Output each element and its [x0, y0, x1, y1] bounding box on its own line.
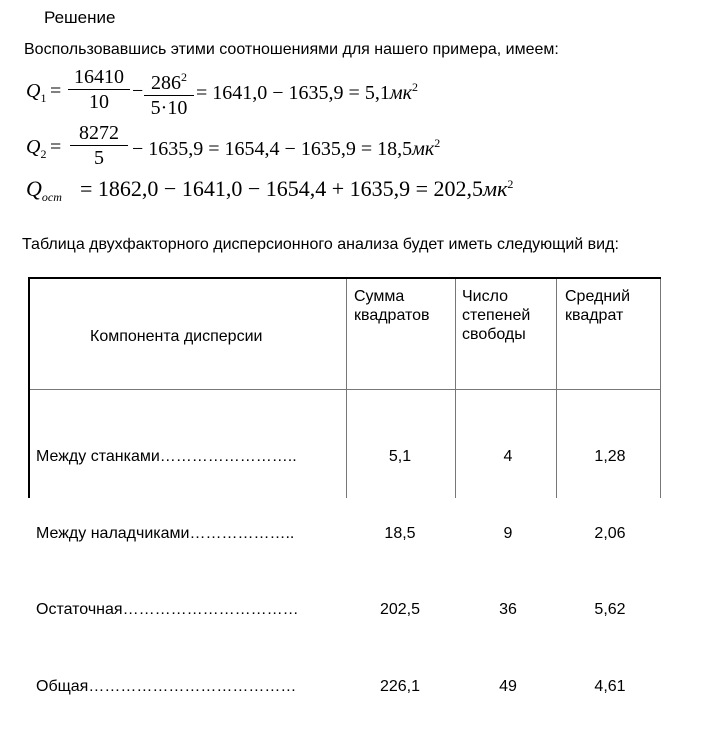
intro-text: Воспользовавшись этими соотношениями для нашего примера, имеем: — [24, 41, 559, 58]
table-row-label: Общая………………………………… — [36, 677, 297, 695]
eq1-fraction-2: $286^2$ 5·10 — [144, 66, 194, 119]
eq2-rhs: − $1635,9 = 1654,4 - 1635,9 = 18,5мк^2$ — [132, 136, 441, 160]
dof-column — [458, 393, 558, 750]
eq1-rhs: = $1641,0 - 1635,9 = 5,1мк^2$ — [196, 80, 418, 104]
table-cell: 4 — [503, 448, 513, 465]
header-sum-squares: Сумма квадратов — [354, 288, 430, 324]
table-cell: 5,62 — [594, 601, 626, 618]
table-cell: 5,1 — [388, 448, 412, 465]
table-row-label: Остаточная…………………………… — [36, 601, 299, 618]
table-cell: 226,1 — [379, 677, 421, 695]
table-cell: 202,5 — [379, 601, 421, 618]
eq2-equals: = — [50, 136, 62, 158]
table-cell: 4,61 — [594, 677, 626, 695]
eq3-lhs: $Q_{ост}$ — [26, 176, 62, 204]
row-labels-column — [36, 393, 299, 750]
header-component: Компонента дисперсии — [90, 328, 263, 345]
table-intro-text: Таблица двухфакторного дисперсионного анализа будет иметь следующий вид: — [22, 236, 619, 253]
mean-square-column — [560, 393, 660, 750]
header-degrees-freedom: Число степеней свободы — [462, 288, 531, 343]
table-cell: 9 — [503, 524, 513, 542]
table-divider — [30, 389, 661, 390]
sum-squares-column — [350, 393, 450, 750]
anova-table — [28, 277, 661, 695]
eq1-lhs: $Q_1$ — [26, 80, 47, 105]
eq2-lhs: $Q_2$ — [26, 136, 47, 161]
table-row-label: Между наладчиками……………….. — [36, 524, 295, 542]
table-cell: 49 — [499, 677, 517, 695]
eq1-equals: = — [50, 80, 62, 102]
eq1-fraction-1: 16410 10 — [68, 66, 130, 113]
table-cell: 36 — [499, 601, 517, 618]
section-heading: Решение — [44, 8, 116, 27]
table-row-label: Между станками…………………….. — [36, 448, 297, 465]
table-cell: 2,06 — [594, 524, 626, 542]
eq1-minus: − — [132, 80, 144, 102]
header-mean-square: Средний квадрат — [565, 288, 631, 324]
eq3-rhs: = $1862,0 - 1641,0 - 1654,4 + 1635,9 = 202,5мк^2$ — [80, 176, 514, 201]
table-cell: 1,28 — [594, 448, 626, 465]
table-cell: 18,5 — [384, 524, 416, 542]
eq2-fraction: 8272 5 — [70, 122, 128, 169]
